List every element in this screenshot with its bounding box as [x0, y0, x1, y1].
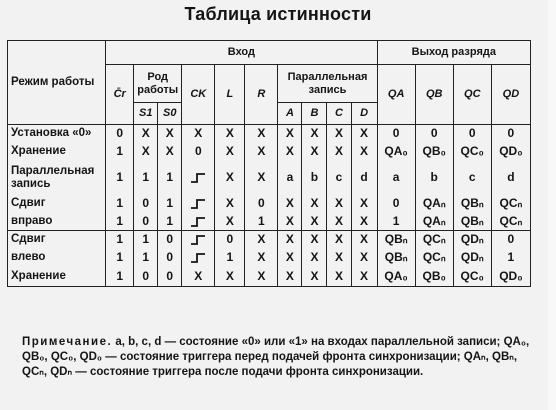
cell-r: X — [245, 231, 278, 249]
cell-cr: 1 — [106, 143, 134, 161]
mode-label — [8, 231, 106, 249]
header-cr: C̄r — [106, 65, 134, 125]
cell-b: X — [302, 143, 327, 161]
cell-l: X — [215, 213, 245, 231]
cell-b: X — [302, 195, 327, 213]
table-row — [8, 125, 531, 143]
cell-l: 0 — [215, 231, 245, 249]
cell-qc: QDₙ — [453, 231, 491, 249]
header-c: C — [327, 103, 351, 125]
cell-s1: 0 — [134, 195, 158, 213]
cell-s0: 0 — [158, 231, 182, 249]
header-qb: QB — [415, 65, 453, 125]
cell-qb: QCₙ — [415, 231, 453, 249]
cell-s0: X — [158, 143, 182, 161]
truth-table — [7, 40, 531, 287]
cell-s0: 0 — [158, 267, 182, 287]
cell-l: 1 — [215, 249, 245, 267]
header-b: B — [302, 103, 327, 125]
footnote-label: Примечание. — [22, 336, 113, 348]
cell-r: 1 — [245, 213, 278, 231]
header-output: Выход разряда — [377, 41, 530, 65]
cell-l: X — [215, 125, 245, 143]
cell-qa: QA₀ — [377, 143, 415, 161]
cell-cr: 1 — [106, 249, 134, 267]
cell-a: a — [278, 161, 302, 195]
table-body — [8, 125, 531, 287]
mode-label — [8, 125, 106, 143]
cell-b: b — [302, 161, 327, 195]
header-ck: CK — [182, 65, 215, 125]
cell-qd: QD₀ — [491, 267, 530, 287]
rising-edge-icon — [190, 216, 206, 228]
cell-qd: QCₙ — [491, 213, 530, 231]
table-row — [8, 213, 531, 231]
cell-l: X — [215, 143, 245, 161]
cell-qc: QC₀ — [453, 267, 491, 287]
cell-qa: 0 — [377, 125, 415, 143]
cell-qc: QBₙ — [453, 195, 491, 213]
rising-edge-icon — [190, 234, 206, 246]
mode-label — [8, 249, 106, 267]
cell-ck — [182, 231, 215, 249]
header-mode-kind: Род работы — [134, 65, 182, 103]
cell-s0: 1 — [158, 161, 182, 195]
page-title: Таблица истинности — [184, 4, 372, 24]
cell-qb: QCₙ — [415, 249, 453, 267]
header-d: D — [351, 103, 377, 125]
cell-qa: a — [377, 161, 415, 195]
rising-edge-icon — [190, 252, 206, 264]
mode-label — [8, 213, 106, 231]
cell-c: X — [327, 267, 351, 287]
cell-qb: QB₀ — [415, 143, 453, 161]
cell-qa: QBₙ — [377, 231, 415, 249]
cell-cr: 1 — [106, 161, 134, 195]
cell-s1: 1 — [134, 161, 158, 195]
mode-label-line: влево — [11, 251, 46, 263]
cell-qb: QB₀ — [415, 267, 453, 287]
cell-r: X — [245, 267, 278, 287]
table-row — [8, 231, 531, 249]
cell-d: X — [351, 231, 377, 249]
mode-label-line: вправо — [11, 214, 53, 227]
cell-s0: 1 — [158, 195, 182, 213]
cell-s1: 0 — [134, 267, 158, 287]
cell-d: X — [351, 143, 377, 161]
cell-s0: 1 — [158, 213, 182, 231]
header-mode: Режим работы — [8, 41, 106, 125]
mode-label-line: Установка «0» — [11, 127, 92, 140]
header-qa: QA — [377, 65, 415, 125]
cell-cr: 1 — [106, 267, 134, 287]
cell-qd: 0 — [491, 231, 530, 249]
cell-s1: X — [134, 143, 158, 161]
cell-a: X — [278, 213, 302, 231]
cell-b: X — [302, 231, 327, 249]
cell-l: X — [215, 195, 245, 213]
cell-r: 0 — [245, 195, 278, 213]
header-parallel: Параллельная запись — [278, 65, 377, 103]
cell-qc: c — [453, 161, 491, 195]
cell-qd: QD₀ — [491, 143, 530, 161]
mode-label-line: Сдвиг — [11, 197, 46, 209]
cell-qd: 0 — [491, 125, 530, 143]
cell-l: X — [215, 267, 245, 287]
cell-qb: QAₙ — [415, 213, 453, 231]
cell-r: X — [245, 125, 278, 143]
cell-qb: QAₙ — [415, 195, 453, 213]
cell-cr: 0 — [106, 125, 134, 143]
header-l: L — [215, 65, 245, 125]
mode-label — [8, 195, 106, 213]
mode-label-line: Параллельная — [11, 164, 95, 177]
cell-s1: 1 — [134, 249, 158, 267]
cell-qa: QBₙ — [377, 249, 415, 267]
cell-cr: 1 — [106, 231, 134, 249]
cell-s1: 1 — [134, 231, 158, 249]
mode-label-line: Хранение — [11, 145, 66, 157]
cell-c: X — [327, 195, 351, 213]
mode-label — [8, 161, 106, 195]
cell-b: X — [302, 213, 327, 231]
cell-r: X — [245, 143, 278, 161]
cell-c: X — [327, 231, 351, 249]
cell-cr: 1 — [106, 213, 134, 231]
header-input: Вход — [106, 41, 377, 65]
cell-qb: 0 — [415, 125, 453, 143]
cell-r: X — [245, 249, 278, 267]
cell-ck — [182, 249, 215, 267]
cell-qa: 1 — [377, 213, 415, 231]
cell-ck: X — [182, 267, 215, 287]
cell-qc: QBₙ — [453, 213, 491, 231]
mode-label — [8, 143, 106, 161]
cell-l: X — [215, 161, 245, 195]
cell-b: X — [302, 125, 327, 143]
cell-ck: 0 — [182, 143, 215, 161]
cell-ck: X — [182, 125, 215, 143]
mode-label-line: Хранение — [11, 269, 66, 282]
cell-qd: QCₙ — [491, 195, 530, 213]
mode-label-line: запись — [11, 177, 51, 190]
cell-d: X — [351, 267, 377, 287]
mode-label-line: Сдвиг — [11, 233, 46, 246]
cell-r: X — [245, 161, 278, 195]
cell-d: X — [351, 195, 377, 213]
cell-s1: 0 — [134, 213, 158, 231]
rising-edge-icon — [190, 172, 206, 184]
cell-qc: QDₙ — [453, 249, 491, 267]
table-row — [8, 195, 531, 213]
cell-qc: QC₀ — [453, 143, 491, 161]
header-s0: S0 — [158, 103, 182, 125]
cell-c: c — [327, 161, 351, 195]
cell-s0: X — [158, 125, 182, 143]
cell-ck — [182, 195, 215, 213]
table-row — [8, 161, 531, 195]
cell-a: X — [278, 125, 302, 143]
table-row — [8, 249, 531, 267]
header-qc: QC — [453, 65, 491, 125]
footnote-text: a, b, c, d — состояние «0» или «1» на входах параллельной записи; QA₀, QB₀, QC₀, QD₀ — состояние триггера перед подачей фронта синхронизации; QAₙ, QBₙ, QCₙ, QDₙ — состояние триггера после подачи фронта синхронизации. — [22, 336, 530, 378]
cell-a: X — [278, 195, 302, 213]
cell-ck — [182, 161, 215, 195]
cell-s1: X — [134, 125, 158, 143]
header-a: A — [278, 103, 302, 125]
cell-c: X — [327, 143, 351, 161]
cell-d: X — [351, 213, 377, 231]
cell-ck — [182, 213, 215, 231]
cell-a: X — [278, 143, 302, 161]
table-row — [8, 143, 531, 161]
mode-label — [8, 267, 106, 287]
cell-c: X — [327, 249, 351, 267]
cell-qd: 1 — [491, 249, 530, 267]
cell-qa: 0 — [377, 195, 415, 213]
cell-b: X — [302, 267, 327, 287]
header-qd: QD — [491, 65, 530, 125]
cell-qb: b — [415, 161, 453, 195]
cell-d: X — [351, 249, 377, 267]
cell-qa: QA₀ — [377, 267, 415, 287]
cell-a: X — [278, 231, 302, 249]
header-r: R — [245, 65, 278, 125]
cell-qd: d — [491, 161, 530, 195]
cell-d: X — [351, 125, 377, 143]
cell-cr: 1 — [106, 195, 134, 213]
rising-edge-icon — [190, 198, 206, 210]
cell-a: X — [278, 267, 302, 287]
cell-d: d — [351, 161, 377, 195]
cell-a: X — [278, 249, 302, 267]
page-edge — [548, 0, 556, 410]
header-s1: S1 — [134, 103, 158, 125]
cell-c: X — [327, 125, 351, 143]
cell-c: X — [327, 213, 351, 231]
cell-s0: 0 — [158, 249, 182, 267]
table-row — [8, 267, 531, 287]
cell-qc: 0 — [453, 125, 491, 143]
cell-b: X — [302, 249, 327, 267]
footnote — [22, 335, 542, 380]
